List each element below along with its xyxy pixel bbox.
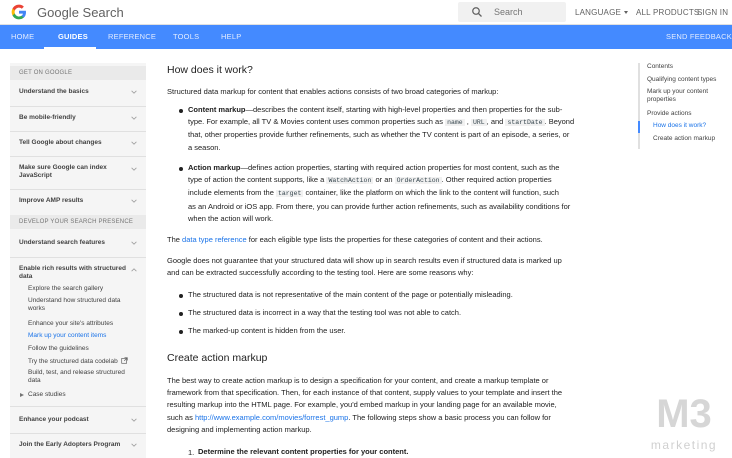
no-guarantee-line-1: Google does not guarantee that your structured data will show up in search results even if structured data is marked up [167,256,562,265]
action-markup-term: Action markup [188,163,241,172]
sidebar-item-index-javascript[interactable]: Make sure Google can index JavaScript [19,164,107,179]
chevron-down-icon [624,11,628,14]
language-selector[interactable] [575,8,628,17]
code-orderaction: OrderAction [396,177,440,185]
reason-item-1: The structured data is not representative of the main content of the page or potentially misleading. [188,290,513,299]
sidebar-item-mobile-friendly[interactable]: Be mobile-friendly [19,114,76,121]
toc-item-mark-up-properties[interactable]: Mark up your content properties [647,88,709,103]
sidebar-item-tell-google[interactable]: Tell Google about changes [19,139,102,146]
codelab-label: Try the structured data codelab [28,358,118,365]
chevron-down-icon[interactable] [131,240,137,246]
sidebar-subitem-guidelines[interactable]: Follow the guidelines [28,345,89,352]
create-line-5: designing and implementing action markup. [167,424,312,434]
toc-item-create-action-markup[interactable]: Create action markup [653,135,716,142]
toc-contents-heading: Contents [647,63,674,70]
left-nav-sidebar [10,63,146,458]
content-markup-term: Content markup [188,105,246,114]
content-markup-l1: —describes the content itself, starting with high-level properties and then properties for the sub- [245,105,563,114]
sidebar-item-rich-results[interactable]: Enable rich results with structured data [19,265,126,280]
sidebar-item-understand-basics[interactable]: Understand the basics [19,88,89,95]
action-markup-line-2 [188,174,618,187]
toc-rail [638,63,640,149]
code-url: URL [472,119,485,127]
bullet-marker [179,109,183,113]
sidebar-item-podcast[interactable]: Enhance your podcast [19,416,89,423]
chevron-down-icon[interactable] [131,140,137,146]
svg-text:M3: M3 [656,392,712,436]
google-logo-icon[interactable] [11,4,27,20]
dtr-post: for each eligible type lists the properties for these categories of content and their actions. [248,235,543,244]
sidebar-divider [10,406,146,407]
data-type-reference-paragraph [167,234,627,246]
bullet-marker [179,330,183,334]
content-markup-l2a: type. For example, all TV & Movies content uses common properties such as [188,117,443,127]
sidebar-divider [10,156,146,157]
content-markup-line-1 [188,104,618,116]
chevron-up-icon[interactable] [131,267,137,273]
content-markup-item [188,104,618,154]
no-guarantee-line-2: and can be extracted successfully according to the testing tool. Here are some reasons why: [167,268,474,278]
action-markup-line-5: when the action will work. [188,213,274,223]
sidebar-divider [10,257,146,258]
language-label: LANGUAGE [575,8,622,17]
toc-item-qualifying-content[interactable]: Qualifying content types [647,76,717,83]
example-movie-link[interactable]: http://www.example.com/movies/forrest_gump [194,412,349,422]
content-markup-line-4: a season. [188,142,221,152]
tab-reference[interactable]: REFERENCE [108,32,157,41]
action-markup-l2b: . Other required action properties [441,175,552,185]
reason-item-3: The marked-up content is hidden from the user. [188,326,346,335]
toc-item-how-does-it-work[interactable]: How does it work? [653,122,707,129]
sidebar-divider [10,433,146,434]
code-watchaction: WatchAction [328,177,372,185]
step-1-text: Determine the relevant content properties for your content. [198,447,409,456]
create-line-4 [167,412,627,424]
external-link-icon [121,357,128,364]
toc-item-provide-actions[interactable]: Provide actions [647,110,692,117]
toc-active-indicator [638,121,640,133]
create-line-2: framework from that specification. Then, for each instance of that content, supply values to your template and insert the [167,388,563,398]
m3-marketing-watermark-logo [640,385,728,455]
create-line-3: resulting markup into the HTML page. For example, you'd embed markup in your landing page for an available movie, [167,400,557,410]
create-markup-paragraph [167,375,627,436]
action-markup-l1: —defines action properties, starting with required action properties for most content, such as the [240,163,560,172]
data-type-reference-link[interactable]: data type reference [182,235,247,244]
sidebar-item-early-adopters[interactable]: Join the Early Adopters Program [19,441,121,448]
active-tab-indicator [44,47,96,49]
sidebar-subitem-site-attributes[interactable]: Enhance your site's attributes [28,320,114,327]
code-startdate: startDate [507,119,543,127]
sidebar-section-develop-presence: DEVELOP YOUR SEARCH PRESENCE [10,215,146,229]
all-products-link[interactable]: ALL PRODUCTS [636,8,700,17]
bullet-marker [179,167,183,171]
action-markup-l2a: type of action the content supports, like a [188,175,325,185]
chevron-down-icon[interactable] [131,417,137,423]
sidebar-subitem-search-gallery[interactable]: Explore the search gallery [28,285,104,292]
sidebar-subitem-structured-data-works[interactable]: Understand how structured data works [28,297,121,312]
sidebar-subitem-case-studies[interactable]: Case studies [28,391,66,398]
site-title[interactable]: Google Search [37,5,124,20]
sidebar-divider [10,131,146,132]
action-markup-or: or an [375,175,393,185]
sidebar-divider [10,106,146,107]
action-markup-l3a: include elements from the [188,188,274,198]
sidebar-subitem-codelab[interactable] [28,357,138,366]
content-markup-line-2: type. For example, all TV & Movies content uses common properties such as name , URL , and startDate . Beyond [188,117,575,127]
action-markup-line-3 [188,187,618,200]
code-name: name [447,119,463,127]
main-nav-bar [0,25,732,49]
sign-in-link[interactable]: SIGN IN [697,8,729,17]
step-number: 1. [188,448,195,457]
heading-create-action-markup: Create action markup [167,352,268,364]
tab-help[interactable]: HELP [221,32,242,41]
tab-guides[interactable]: GUIDES [58,32,88,41]
step-1 [198,446,618,458]
create-l4-pre: such as [167,412,193,422]
svg-text:marketing: marketing [650,438,718,452]
search-input[interactable] [494,5,564,19]
reason-item-2: The structured data is incorrect in a way that the testing tool was not able to catch. [188,308,462,317]
action-markup-l3b: container, like the platform on which the link to the content will function, such [305,188,559,198]
action-markup-line-1 [188,162,618,174]
no-guarantee-paragraph [167,255,627,279]
tab-tools[interactable]: TOOLS [173,32,200,41]
action-markup-item [188,162,618,225]
sidebar-item-search-features[interactable]: Understand search features [19,239,105,246]
search-icon[interactable] [471,6,483,18]
send-feedback-button[interactable]: SEND FEEDBACK [666,32,732,41]
sidebar-subitem-mark-up-content[interactable]: Mark up your content items [28,332,107,339]
content-markup-and: , and [486,117,504,127]
top-app-bar [0,0,732,25]
chevron-down-icon[interactable] [131,89,137,95]
code-target: target [277,190,302,198]
action-markup-line-4: as an Android or iOS app. From there, you can provide further action refinements, such as availability conditions for [188,201,571,211]
bullet-marker [179,312,183,316]
content-markup-line-3: that, other properties provide further refinements, such as whether the TV content is part of an episode, a series, or [188,130,570,140]
content-markup-l2b: . Beyond [544,117,575,127]
dtr-pre: The [167,235,180,244]
sidebar-item-improve-amp[interactable]: Improve AMP results [19,197,84,204]
create-l4-post: . The following steps show a basic process you can follow for [348,412,551,422]
caret-right-icon[interactable] [20,393,24,397]
chevron-down-icon[interactable] [131,166,137,172]
sidebar-section-get-on-google: GET ON GOOGLE [10,66,146,80]
sidebar-subitem-build-test-release[interactable]: Build, test, and release structured data [28,369,125,384]
intro-paragraph: Structured data markup for content that enables actions consists of two broad categories of markup: [167,87,499,96]
heading-how-does-it-work: How does it work? [167,64,253,76]
chevron-down-icon[interactable] [131,198,137,204]
chevron-down-icon[interactable] [131,115,137,121]
bullet-marker [179,294,183,298]
chevron-down-icon[interactable] [131,442,137,448]
sidebar-divider [10,189,146,190]
create-line-1: The best way to create action markup is to design a specification for your content, and create a markup template or [167,376,549,385]
tab-home[interactable]: HOME [11,32,35,41]
